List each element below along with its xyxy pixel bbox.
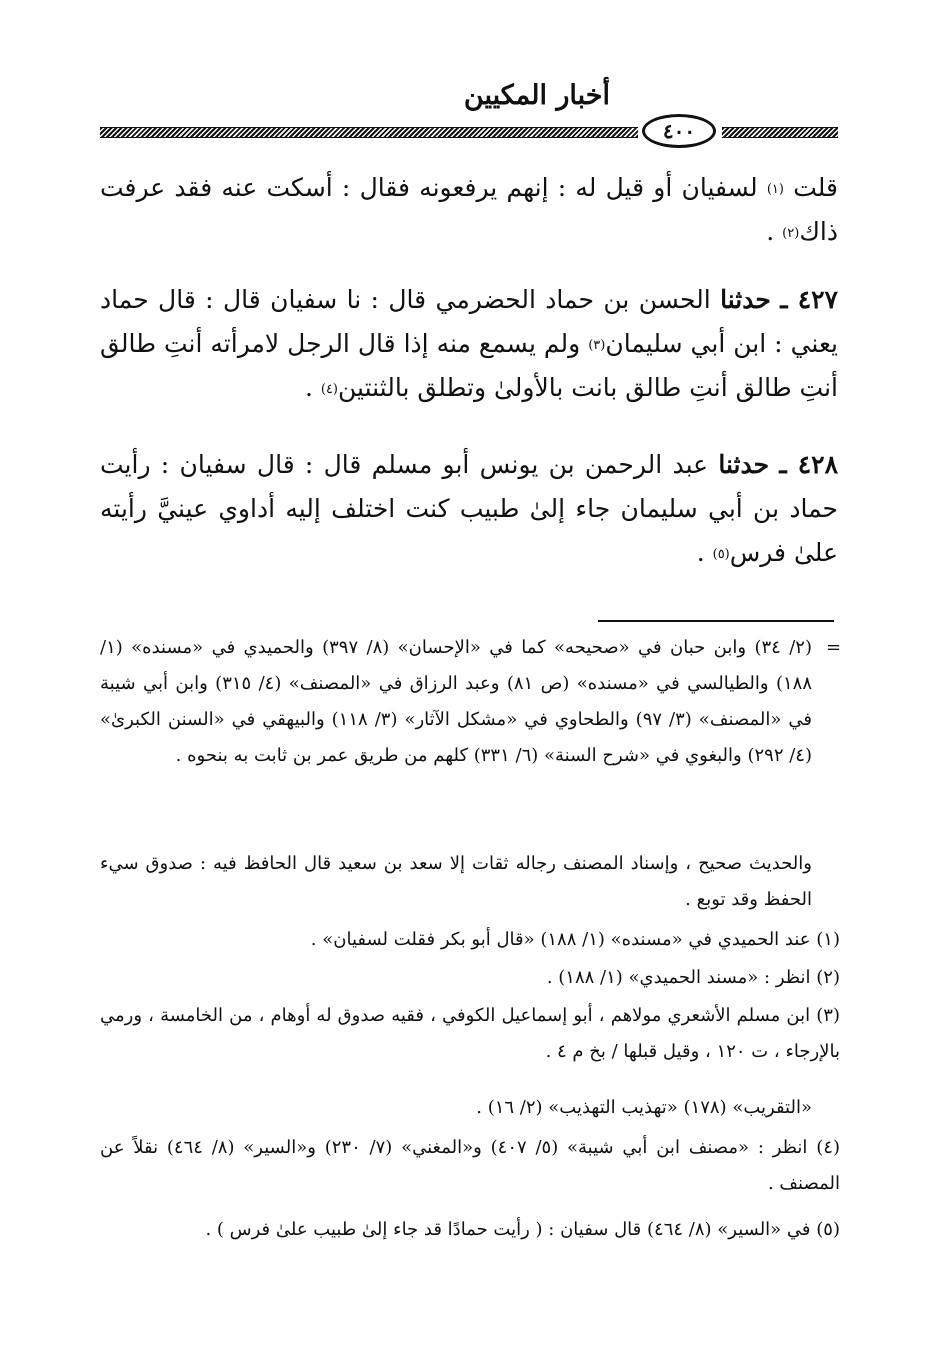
footnote-3-source: «التقريب» (١٧٨) «تهذيب التهذيب» (٢/ ١٦) .: [476, 1097, 812, 1118]
footnote-2: [100, 960, 840, 996]
paragraph-1: [100, 166, 838, 254]
footnote-separator: [598, 620, 834, 622]
footnote-continuation: (٢/ ٣٤) وابن حبان في «صحيحه» كما في «الإحسان» (٨/ ٣٩٧) والحميدي في «مسنده» (١/ ١٨٨) والطيالسي في «مسنده» (ص ٨١) وعبد الرزاق في «المصنف» (٤/ ٣١٥) وابن أبي شيبة في «المصنف» (٣/ ٩٧) والطحاوي في «مشكل الآثار» (٣/ ١١٨) والبيهقي في «السنن الكبرىٰ» (٤/ ٢٩٢) والبغوي في «شرح السنة» (٦/ ٣٣١) كلهم من طريق عمر بن ثابت به بنحوه .: [100, 637, 813, 766]
footnote-4: [100, 1130, 840, 1202]
hadith-number: ٤٢٨ ـ: [779, 450, 839, 479]
footnote-text: ابن مسلم الأشعري مولاهم ، أبو إسماعيل الكوفي ، فقيه صدوق له أوهام ، من الخامسة ، ورمي بالإرجاء ، ت ١٢٠ ، وقيل قبلها / بخ م ٤ .: [100, 1005, 840, 1062]
footnote-text: عند الحميدي في «مسنده» (١/ ١٨٨) «قال أبو بكر فقلت لسفيان» .: [310, 929, 811, 950]
footnote-number: (٥): [816, 1219, 840, 1240]
page-number: ٤٠٠: [662, 119, 696, 143]
running-header-title: أخبار المكيين: [463, 80, 610, 111]
paragraph-text: الحسن بن حماد الحضرمي قال : نا سفيان قال : قال حماد يعني : ابن أبي سليمان: [100, 285, 838, 358]
header-rule-right: [722, 127, 838, 138]
footnote-text: في «السير» (٨/ ٤٦٤) قال سفيان : ( رأيت حمادًا قد جاء إلىٰ طبيب علىٰ فرس ) .: [205, 1219, 811, 1240]
hadith-428: [100, 443, 838, 575]
paragraph-text: ولم يسمع منه إذا قال الرجل لامرأته أنتِ طالق أنتِ طالق أنتِ طالق بانت بالأولىٰ وتطلق بالثنتين: [100, 329, 838, 402]
footnote-number: (٣): [816, 1005, 840, 1026]
paragraph-text: .: [304, 373, 313, 402]
paragraph-text: لسفيان أو قيل له : إنهم يرفعونه فقال : أسكت عنه فقد عرفت ذاك: [100, 173, 838, 246]
footnote-text: انظر : «مسند الحميدي» (١/ ١٨٨) .: [546, 967, 811, 988]
page-number-badge: [642, 114, 716, 148]
footnote-number: (٤): [816, 1137, 840, 1158]
footnote-ref: (٢): [782, 226, 800, 241]
paragraph-text: .: [696, 538, 705, 567]
footnote-5: [100, 1212, 840, 1248]
paragraph-text: عبد الرحمن بن يونس أبو مسلم قال : قال سفيان : رأيت حماد بن أبي سليمان جاء إلىٰ طبيب كنت اختلف إليه أداوي عينيَّ رأيته علىٰ فرس: [100, 450, 838, 567]
hadith-lead: حدثنا: [718, 450, 770, 479]
footnote-ref: (٣): [588, 338, 606, 353]
footnote-text: انظر : «مصنف ابن أبي شيبة» (٥/ ٤٠٧) و«المغني» (٧/ ٢٣٠) و«السير» (٨/ ٤٦٤) نقلاً عن المصنف .: [100, 1137, 840, 1194]
continuation-mark: =: [826, 637, 842, 658]
footnote-ref: (١): [766, 182, 784, 197]
hadith-427: [100, 278, 838, 410]
footnote-1: [100, 922, 840, 958]
footnote-ref: (٥): [712, 547, 730, 562]
footnote-3: [100, 998, 840, 1070]
paragraph-text: .: [766, 217, 775, 246]
footnote-number: (١): [816, 929, 840, 950]
hadith-lead: حدثنا: [720, 285, 771, 314]
footnote-ref: (٤): [320, 382, 338, 397]
paragraph-text: قلت: [793, 173, 838, 202]
header-rule-left: [100, 127, 638, 138]
hadith-number: ٤٢٧ ـ: [780, 285, 838, 314]
footnote-note: والحديث صحيح ، وإسناد المصنف رجاله ثقات إلا سعد بن سعيد قال الحافظ فيه : صدوق سيء الحفظ وقد توبع .: [100, 853, 812, 910]
footnote-number: (٢): [816, 967, 840, 988]
